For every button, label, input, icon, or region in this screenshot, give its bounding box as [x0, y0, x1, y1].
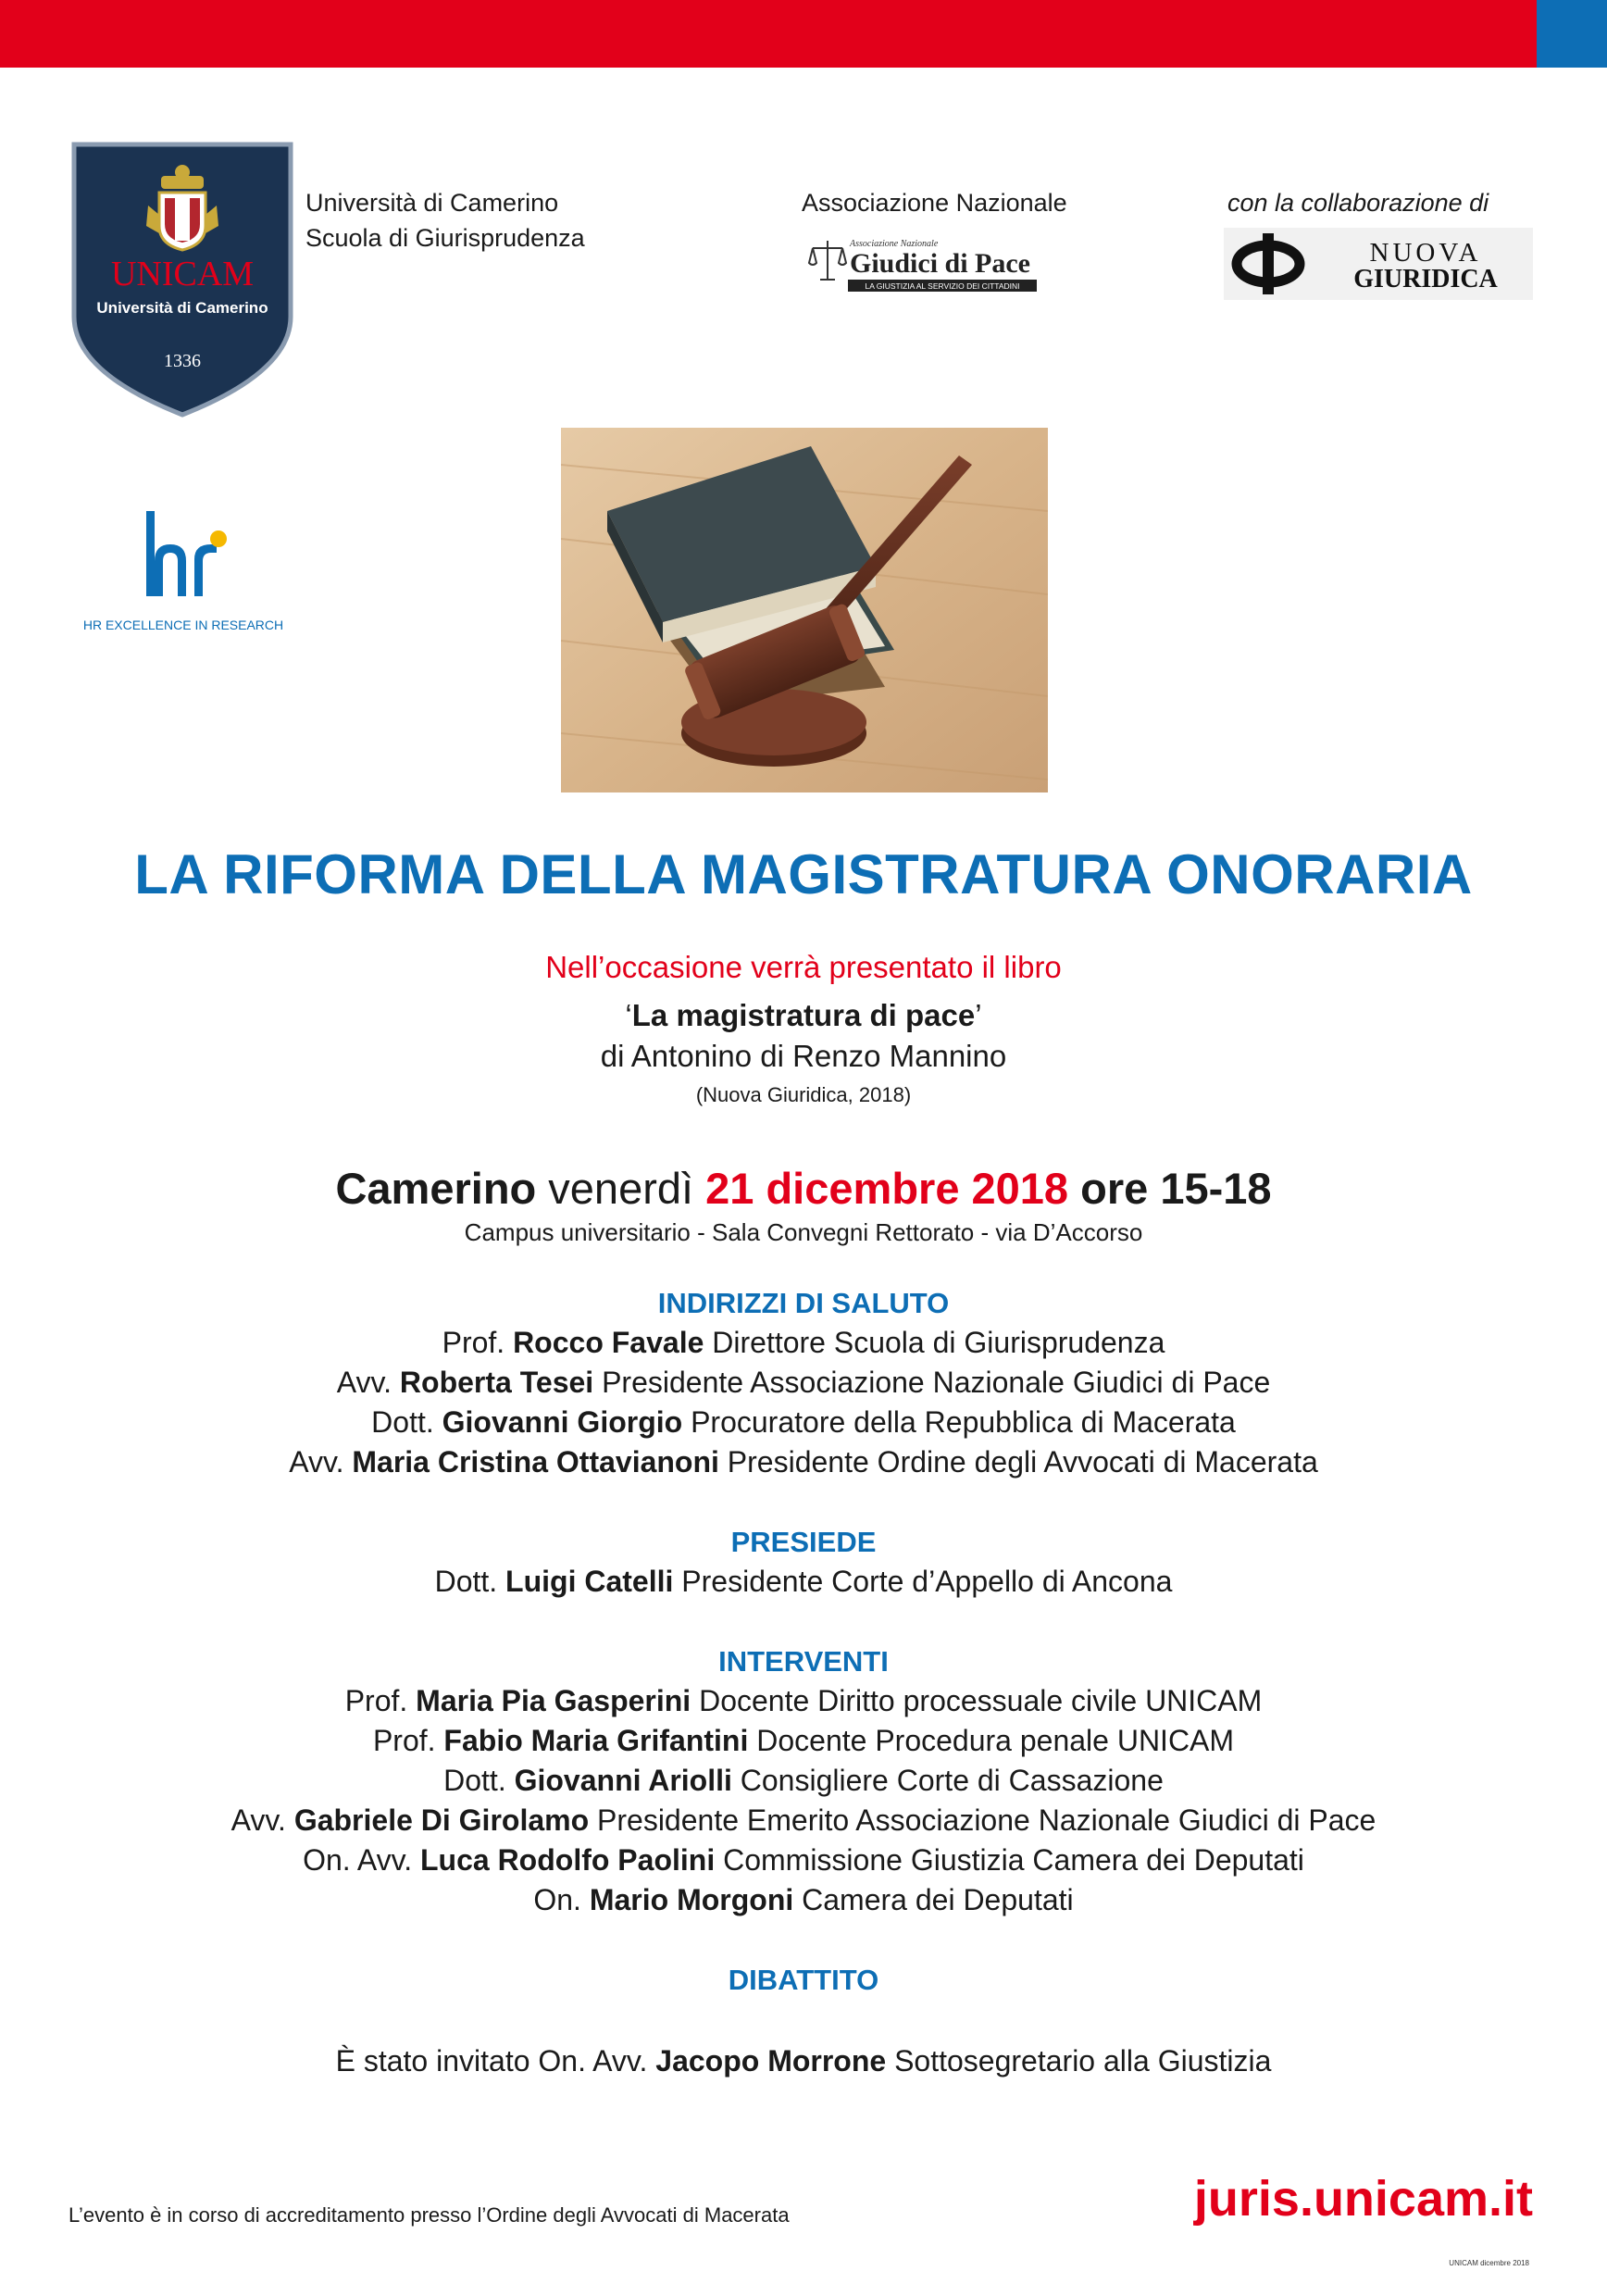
- invited-prefix: È stato invitato On. Avv.: [335, 2044, 648, 2078]
- university-label: [305, 185, 585, 256]
- hr-caption: HR EXCELLENCE IN RESEARCH: [82, 618, 284, 632]
- event-place: Camerino: [335, 1164, 537, 1213]
- unicam-shield-logo: [70, 141, 294, 418]
- scales-icon: [809, 241, 846, 280]
- speaker-line: [0, 1326, 1607, 1360]
- speaker-line: [0, 1684, 1607, 1718]
- section-title-interventi: INTERVENTI: [718, 1645, 889, 1678]
- speaker-line: [0, 1843, 1607, 1878]
- event-date: 21 dicembre 2018: [705, 1164, 1069, 1213]
- top-blue-block: [1537, 0, 1607, 68]
- speaker-prefix: Avv.: [336, 1366, 392, 1399]
- speaker-line: [0, 1724, 1607, 1758]
- shield-year: 1336: [164, 351, 201, 371]
- speaker-prefix: Avv.: [230, 1803, 286, 1837]
- speaker-role: Presidente Emerito Associazione Nazionale Giudici di Pace: [597, 1803, 1377, 1837]
- speaker-prefix: Dott.: [443, 1764, 506, 1797]
- event-time: ore 15-18: [1080, 1164, 1272, 1213]
- gdp-main-label: Giudici di Pace: [850, 248, 1030, 279]
- accreditation-note: L’evento è in corso di accreditamento presso l’Ordine degli Avvocati di Macerata: [69, 2203, 790, 2227]
- book-title: La magistratura di pace: [631, 998, 976, 1032]
- speaker-line: [0, 1405, 1607, 1440]
- speaker-name: Rocco Favale: [513, 1326, 704, 1359]
- small-print: UNICAM dicembre 2018: [1449, 2259, 1529, 2267]
- speaker-role: Procuratore della Repubblica di Macerata: [691, 1405, 1236, 1439]
- speaker-line: [0, 1565, 1607, 1599]
- book-author: di Antonino di Renzo Mannino: [600, 1039, 1007, 1073]
- book-publisher: (Nuova Giuridica, 2018): [695, 1083, 912, 1106]
- speaker-name: Gabriele Di Girolamo: [293, 1803, 590, 1837]
- speaker-prefix: Dott.: [434, 1565, 498, 1598]
- speaker-role: Presidente Ordine degli Avvocati di Macerata: [727, 1445, 1318, 1479]
- speaker-name: Giovanni Ariolli: [514, 1764, 732, 1797]
- speaker-name: Giovanni Giorgio: [442, 1405, 683, 1439]
- section-title-dibattito: DIBATTITO: [728, 1964, 879, 1996]
- hr-excellence-logo: [81, 507, 285, 637]
- speaker-role: Direttore Scuola di Giurisprudenza: [712, 1326, 1165, 1359]
- school-name: Scuola di Giurisprudenza: [305, 224, 585, 252]
- section-title-saluto: INDIRIZZI DI SALUTO: [657, 1287, 950, 1319]
- association-label: Associazione Nazionale: [802, 189, 1067, 217]
- speaker-role: Docente Diritto processuale civile UNICAM: [699, 1684, 1263, 1717]
- book-title-line: ‘La magistratura di pace’: [625, 998, 982, 1032]
- speaker-line: [0, 1366, 1607, 1400]
- event-title: LA RIFORMA DELLA MAGISTRATURA ONORARIA: [134, 843, 1473, 905]
- speaker-name: Luigi Catelli: [505, 1565, 674, 1598]
- event-day: venerdì: [548, 1164, 694, 1213]
- shield-subtitle: Università di Camerino: [96, 299, 268, 317]
- gdp-small-label: Associazione Nazionale: [850, 239, 939, 249]
- speaker-role: Presidente Corte d’Appello di Ancona: [681, 1565, 1173, 1598]
- speaker-role: Consigliere Corte di Cassazione: [740, 1764, 1164, 1797]
- ng-line1: NUOVA: [1369, 238, 1482, 268]
- speaker-name: Roberta Tesei: [399, 1366, 594, 1399]
- speaker-role: Presidente Associazione Nazionale Giudici di Pace: [602, 1366, 1271, 1399]
- collaboration-label: con la collaborazione di: [1227, 189, 1489, 217]
- nuova-giuridica-logo: [1224, 228, 1533, 300]
- speaker-prefix: On.: [533, 1883, 581, 1916]
- invited-name: Jacopo Morrone: [655, 2044, 887, 2078]
- section-title-presiede: PRESIEDE: [730, 1526, 877, 1558]
- speaker-name: Fabio Maria Grifantini: [443, 1724, 749, 1757]
- speaker-line: [0, 1883, 1607, 1917]
- top-color-bar: [0, 0, 1607, 68]
- book-presentation-note: Nell’occasione verrà presentato il libro: [545, 950, 1062, 984]
- speaker-role: Camera dei Deputati: [802, 1883, 1074, 1916]
- speaker-name: Luca Rodolfo Paolini: [419, 1843, 716, 1877]
- speaker-prefix: On. Avv.: [303, 1843, 413, 1877]
- invited-line: [0, 2044, 1607, 2078]
- speaker-role: Docente Procedura penale UNICAM: [756, 1724, 1235, 1757]
- speaker-line: [0, 1764, 1607, 1798]
- speaker-prefix: Prof.: [344, 1684, 408, 1717]
- speaker-role: Commissione Giustizia Camera dei Deputati: [723, 1843, 1304, 1877]
- shield-name: UNICAM: [110, 255, 255, 293]
- speaker-prefix: Prof.: [442, 1326, 505, 1359]
- giudici-di-pace-logo: [807, 231, 1039, 296]
- speaker-prefix: Dott.: [371, 1405, 434, 1439]
- speaker-name: Maria Pia Gasperini: [416, 1684, 691, 1717]
- phi-icon: [1237, 233, 1300, 294]
- speaker-prefix: Avv.: [289, 1445, 344, 1479]
- speaker-line: [0, 1445, 1607, 1479]
- website-link[interactable]: juris.unicam.it: [1193, 2171, 1533, 2227]
- event-venue: Campus universitario - Sala Convegni Rettorato - via D’Accorso: [464, 1218, 1143, 1246]
- speaker-line: [0, 1803, 1607, 1838]
- speaker-name: Maria Cristina Ottavianoni: [352, 1445, 719, 1479]
- university-name: Università di Camerino: [305, 189, 559, 217]
- event-datetime: [0, 1163, 1607, 1214]
- books-gavel-photo: [561, 428, 1048, 792]
- ng-line2: GIURIDICA: [1353, 265, 1498, 293]
- speaker-prefix: Prof.: [372, 1724, 436, 1757]
- invited-role: Sottosegretario alla Giustizia: [894, 2044, 1272, 2078]
- speaker-name: Mario Morgoni: [589, 1883, 794, 1916]
- gdp-tagline: LA GIUSTIZIA AL SERVIZIO DEI CITTADINI: [865, 281, 1020, 291]
